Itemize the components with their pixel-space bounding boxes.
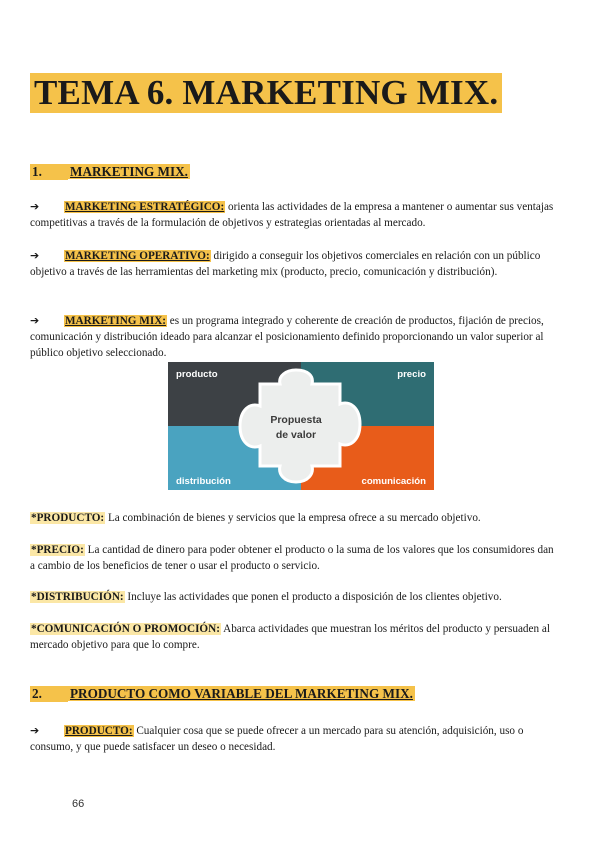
section-1-label: MARKETING MIX. [70, 164, 188, 179]
section-2-heading [30, 686, 415, 702]
section-2-number: 2. [30, 686, 68, 702]
definition-precio [30, 542, 555, 574]
text-precio: La cantidad de dinero para poder obtener el producto o la suma de los valores que los consumidores dan a cambio de los beneficios de tener o usar el producto o servicio. [30, 544, 554, 572]
text-producto: La combinación de bienes y servicios que la empresa ofrece a su mercado objetivo. [105, 512, 481, 524]
section-1-number: 1. [30, 164, 68, 180]
label-de-valor: de valor [275, 429, 317, 441]
text-marketing-operativo: dirigido a conseguir los objetivos comerciales en relación con un público objetivo a través de las herramientas del marketing mix (producto, precio, comunicación y distribución). [30, 250, 541, 278]
section-1-heading [30, 164, 190, 180]
paragraph-marketing-operativo [30, 248, 555, 280]
text-producto-def: Cualquier cosa que se puede ofrecer a un mercado para su atención, adquisición, uso o consumo, y que puede satisfacer un deseo o necesidad. [30, 725, 524, 753]
arrow-icon: ➔ [30, 314, 40, 327]
term-comunicacion: *COMUNICACIÓN O PROMOCIÓN: [31, 623, 220, 635]
term-marketing-operativo: MARKETING OPERATIVO: [65, 250, 210, 262]
text-distribucion: Incluye las actividades que ponen el producto a disposición de los clientes objetivo. [124, 591, 502, 603]
paragraph-producto [30, 723, 555, 755]
term-distribucion: *DISTRIBUCIÓN: [31, 591, 124, 603]
marketing-mix-puzzle-image [168, 362, 434, 490]
arrow-icon: ➔ [30, 724, 40, 737]
paragraph-marketing-estrategico [30, 199, 555, 231]
label-precio: precio [397, 369, 426, 380]
term-precio: *PRECIO: [31, 544, 84, 556]
label-producto: producto [176, 369, 218, 380]
page-number: 66 [72, 798, 85, 810]
arrow-icon: ➔ [30, 249, 40, 262]
label-distribucion: distribución [176, 476, 231, 487]
label-comunicacion: comunicación [361, 476, 426, 487]
paragraph-marketing-mix [30, 313, 555, 361]
term-marketing-mix: MARKETING MIX: [65, 315, 166, 327]
definition-comunicacion [30, 621, 555, 653]
term-marketing-estrategico: MARKETING ESTRATÉGICO: [65, 201, 225, 213]
text-marketing-mix: es un programa integrado y coherente de creación de productos, fijación de precios, comunicación y distribución ideado para alcanzar el posicionamiento definido proporcionando un valor superior al público objetivo seleccionado. [30, 315, 544, 359]
text-marketing-estrategico: orienta las actividades de la empresa a mantener o aumentar sus ventajas competitivas a través de la formulación de objetivos y estrategias orientadas al mercado. [30, 201, 554, 229]
term-producto-def: PRODUCTO: [65, 725, 133, 737]
definition-distribucion [30, 589, 555, 605]
text-comunicacion: Abarca actividades que muestran los méritos del producto y persuaden al mercado objetivo para que lo compre. [30, 623, 550, 651]
section-2-label: PRODUCTO COMO VARIABLE DEL MARKETING MIX. [70, 686, 413, 701]
arrow-icon: ➔ [30, 200, 40, 213]
page-title: TEMA 6. MARKETING MIX. [30, 73, 502, 113]
label-propuesta: Propuesta [270, 414, 322, 426]
term-producto: *PRODUCTO: [31, 512, 105, 524]
definition-producto [30, 510, 555, 526]
